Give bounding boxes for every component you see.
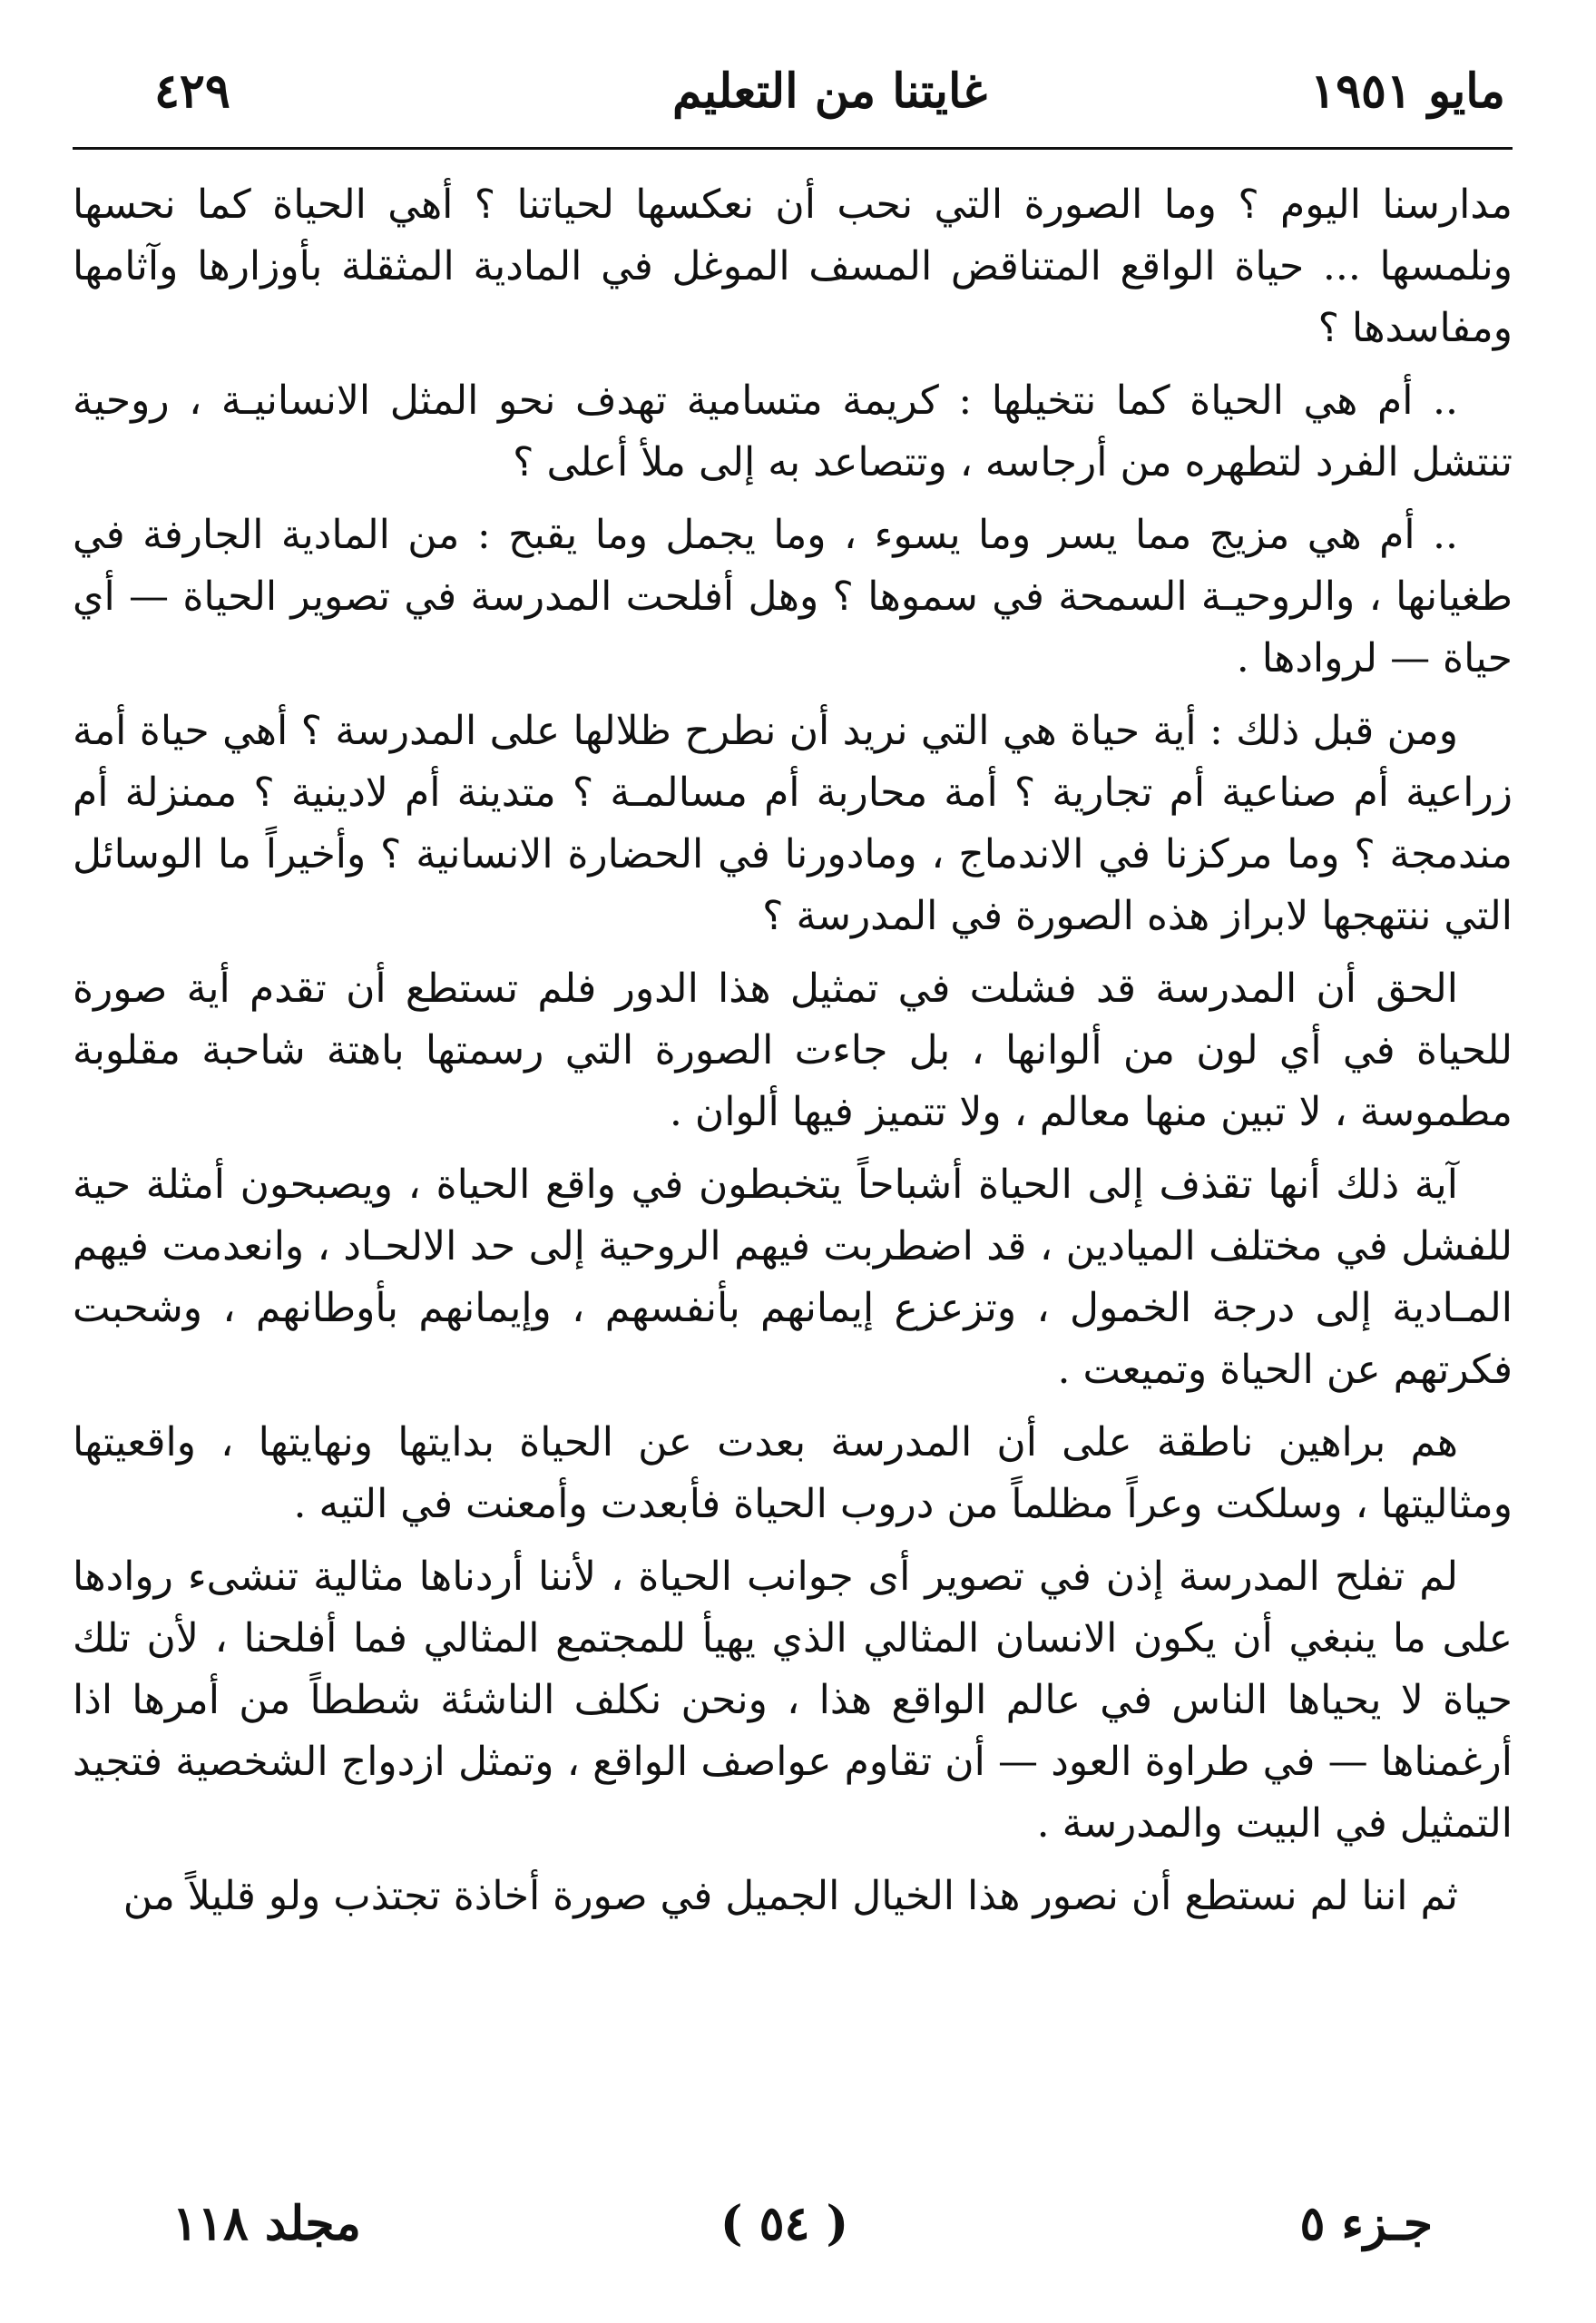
article-body xyxy=(73,174,1513,2171)
paragraph-6: آية ذلك أنها تقذف إلى الحياة أشباحاً يتخبطون في واقع الحياة ، ويصبحون أمثلة حية للفشل في مختلف الميادين ، قد اضطربت فيهم الروحية إلى حد الالحـاد ، وانعدمت فيهم المـادية إلى درجة الخمول ، وتزعزع إيمانهم بأنفسهم ، وإيمانهم بأوطانهم ، وشحبت فكرتهم عن الحياة وتميعت . xyxy=(73,1162,1513,1393)
page-code: ( ٥٤ ) xyxy=(720,2196,849,2251)
paragraph-1: مدارسنا اليوم ؟ وما الصورة التي نحب أن نعكسها لحياتنا ؟ أهي الحياة كما نحسها ونلمسها ... حياة الواقع المتناقض المسف الموغل في المادية المثقلة بأوزارها وآثامها ومفاسدها ؟ xyxy=(73,181,1513,351)
issue-date: مايو ١٩٥١ xyxy=(1310,64,1505,119)
page-footer xyxy=(136,2196,1433,2278)
paragraph-4: ومن قبل ذلك : أية حياة هي التي نريد أن نطرح ظلالها على المدرسة ؟ أهي حياة أمة زراعية أم صناعية أم تجارية ؟ أمة محاربة أم مسالمـة ؟ متدينة أم لادينية ؟ ممنزلة أم مندمجة ؟ وما مركزنا في الاندماج ، ومادورنا في الحضارة الانسانية ؟ وأخيراً ما الوسائل التي ننتهجها لابراز هذه الصورة في المدرسة ؟ xyxy=(73,708,1513,939)
header-rule xyxy=(73,147,1513,150)
running-title: غايتنا من التعليم xyxy=(672,64,987,119)
paragraph-2: .. أم هي الحياة كما نتخيلها : كريمة متسامية تهدف نحو المثل الانسانيـة ، روحية تنتشل الفرد لتطهره من أرجاسه ، وتتصاعد به إلى ملأ أعلى ؟ xyxy=(73,377,1513,485)
volume-label: مجلد ١١٨ xyxy=(172,2196,361,2251)
running-header xyxy=(136,56,1523,138)
part-label: جـزء ٥ xyxy=(1299,2196,1433,2251)
paragraph-3: .. أم هي مزيج مما يسر وما يسوء ، وما يجمل وما يقبح : من المادية الجارفة في طغيانها ، والروحيـة السمحة في سموها ؟ وهل أفلحت المدرسة في تصوير الحياة — أي حياة — لروادها . xyxy=(73,512,1513,681)
page-number: ٤٢٩ xyxy=(154,64,230,119)
paragraph-9: ثم اننا لم نستطع أن نصور هذا الخيال الجميل في صورة أخاذة تجتذب ولو قليلاً من xyxy=(122,1873,1458,1919)
paragraph-8: لم تفلح المدرسة إذن في تصوير أى جوانب الحياة ، لأننا أردناها مثالية تنشىء روادها على ما ينبغي أن يكون الانسان المثالي الذي يهيأ للمجتمع المثالي فما أفلحنا ، لأن تلك حياة لا يحياها الناس في عالم الواقع هذا ، ونحن نكلف الناشئة شططاً من أمرها اذا أرغمناها — في طراوة العود — أن تقاوم عواصف الواقع ، وتمثل ازدواج الشخصية فتجيد التمثيل في البيت والمدرسة . xyxy=(73,1554,1513,1847)
paragraph-5: الحق أن المدرسة قد فشلت في تمثيل هذا الدور فلم تستطع أن تقدم أية صورة للحياة في أي لون من ألوانها ، بل جاءت الصورة التي رسمتها باهتة شاحبة مقلوبة مطموسة ، لا تبين منها معالم ، ولا تتميز فيها ألوان . xyxy=(73,965,1513,1135)
paragraph-7: هم براهين ناطقة على أن المدرسة بعدت عن الحياة بدايتها ونهايتها ، واقعيتها ومثاليتها ، وسلكت وعراً مظلماً من دروب الحياة فأبعدت وأمعنت في التيه . xyxy=(73,1419,1513,1527)
